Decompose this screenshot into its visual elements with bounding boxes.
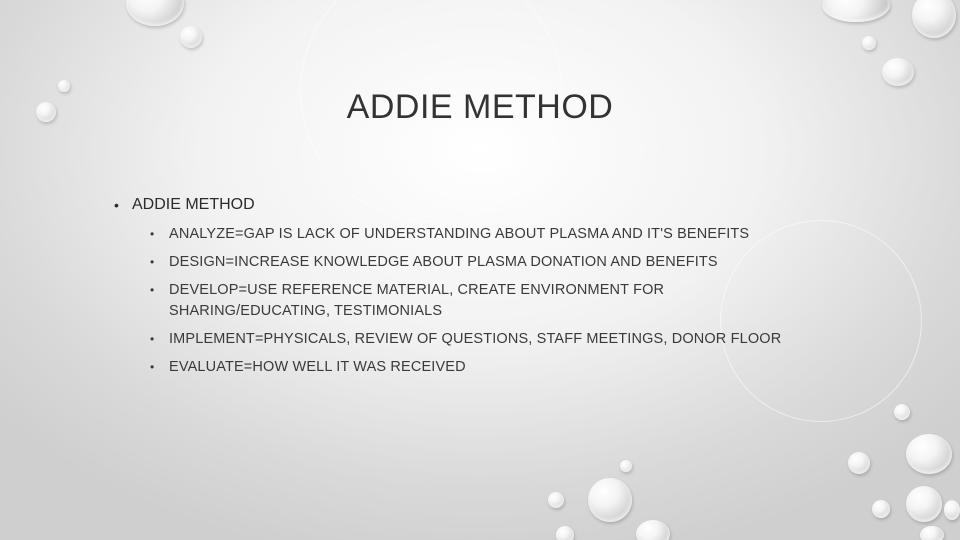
water-drop-decoration — [906, 486, 942, 522]
sub-bullet-text: EVALUATE=HOW WELL IT WAS RECEIVED — [169, 359, 466, 375]
water-drop-decoration — [126, 0, 184, 26]
bullet-marker: • — [114, 197, 119, 213]
bullet-marker: • — [150, 255, 155, 269]
main-bullet — [114, 194, 854, 216]
sub-bullet-text: ANALYZE=GAP IS LACK OF UNDERSTANDING ABOUT PLASMA AND IT'S BENEFITS — [169, 226, 750, 242]
bullet-marker: • — [150, 227, 155, 241]
water-drop-decoration — [548, 492, 564, 508]
sub-bullet-implement — [150, 329, 854, 350]
water-drop-decoration — [180, 26, 202, 48]
sub-bullet-text: IMPLEMENT=PHYSICALS, REVIEW OF QUESTIONS, STAFF MEETINGS, DONOR FLOOR — [169, 331, 782, 347]
water-drop-decoration — [848, 452, 870, 474]
sub-bullet-text: DEVELOP=USE REFERENCE MATERIAL, CREATE ENVIRONMENT FOR SHARING/EDUCATING, TESTIMONIALS — [169, 282, 665, 319]
water-drop-decoration — [906, 434, 952, 474]
water-drop-decoration — [912, 0, 956, 38]
water-drop-decoration — [872, 500, 890, 518]
water-drop-decoration — [894, 404, 910, 420]
water-drop-decoration — [920, 526, 944, 540]
slide-body — [114, 194, 854, 385]
water-drop-decoration — [556, 526, 574, 540]
main-bullet-text: ADDIE METHOD — [132, 196, 255, 213]
slide-title — [0, 88, 960, 127]
sub-bullet-list — [150, 224, 854, 378]
sub-bullet-develop — [150, 280, 854, 322]
bullet-marker: • — [150, 283, 155, 297]
slide-title-text: ADDIE METHOD — [346, 88, 614, 126]
sub-bullet-text: DESIGN=INCREASE KNOWLEDGE ABOUT PLASMA DONATION AND BENEFITS — [169, 254, 718, 270]
water-drop-decoration — [944, 500, 960, 520]
water-drop-decoration — [588, 478, 632, 522]
water-drop-decoration — [882, 58, 914, 86]
water-drop-decoration — [620, 460, 632, 472]
bullet-marker: • — [150, 360, 155, 374]
water-drop-decoration — [636, 520, 670, 540]
water-drop-decoration — [822, 0, 890, 22]
sub-bullet-evaluate — [150, 357, 854, 378]
bullet-marker: • — [150, 332, 155, 346]
sub-bullet-design — [150, 252, 854, 273]
water-drop-decoration — [862, 36, 876, 50]
sub-bullet-analyze — [150, 224, 854, 245]
